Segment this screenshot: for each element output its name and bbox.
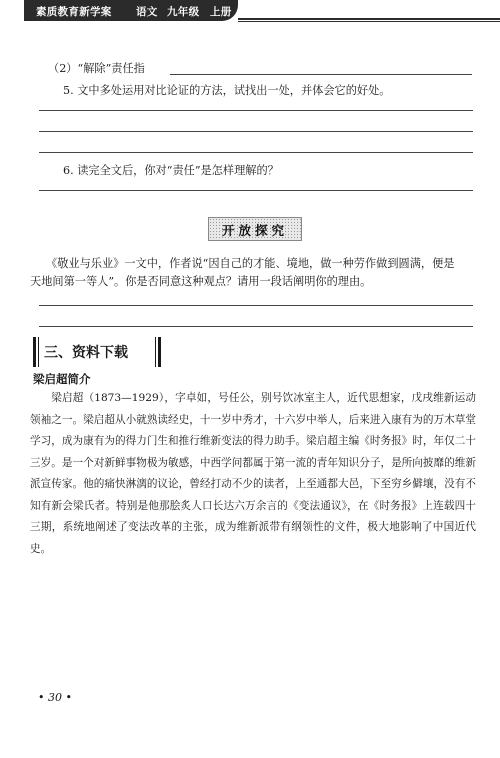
question-5: 5. 文中多处运用对比论证的方法，试找出一处，并体会它的好处。 — [63, 84, 391, 97]
header-rule-thin — [238, 21, 500, 22]
answer-line-q5-3[interactable] — [39, 152, 473, 153]
answer-line-q5-1[interactable] — [39, 110, 473, 111]
header-series: 素质教育新学案 — [36, 6, 112, 18]
header-subject: 语文 — [136, 6, 158, 18]
question-2-label: （2）“解除”责任指 — [48, 62, 145, 75]
page-number: • 30 • — [38, 691, 72, 704]
open-inquiry-line-2: 天地间第一等人”。你是否同意这种观点？请用一段话阐明你的理由。 — [30, 275, 372, 288]
answer-line-q2[interactable] — [170, 74, 472, 75]
open-inquiry-prompt — [30, 255, 478, 291]
open-inquiry-line-1: 《敬业与乐业》一文中，作者说“因自己的才能、境地，做一种劳作做到圆满，便是 — [46, 257, 455, 270]
header-volume: 上册 — [210, 6, 232, 18]
header-tab — [24, 0, 238, 21]
open-inquiry-title: 开放探究 — [221, 223, 288, 238]
answer-line-q6[interactable] — [39, 190, 473, 191]
header-grade: 九年级 — [167, 6, 200, 18]
answer-line-open-1[interactable] — [39, 305, 473, 306]
answer-line-q5-2[interactable] — [39, 131, 473, 132]
section-3-body: 梁启超（1873—1929），字卓如，号任公，别号饮冰室主人，近代思想家，戊戌维新运动领袖之一。梁启超从小就熟读经史，十一岁中秀才，十六岁中举人，后来进入康有为的万木草堂学习，成为康有为的得力门生和推行维新变法的得力助手。梁启超主编《时务报》时，年仅二十三岁。是一个对新鲜事物极为敏感，中西学问都属于第一流的青年知识分子，是所向披靡的维新派宣传家。他的痛快淋漓的议论，曾经打动不少的读者，上至通都大邑，下至穷乡僻壤，没有不知有新会梁氏者。特别是他那脍炙人口长达六万余言的《变法通议》，在《时务报》上连载四十三期，系统地阐述了变法改革的主张，成为维新派带有纲领性的文件，极大地影响了中国近代史。 — [30, 392, 476, 555]
section-bar-right-thin — [155, 337, 156, 367]
section-bar-right-thick — [158, 337, 161, 367]
section-bar-left-thick — [33, 337, 36, 367]
section-bar-left-thin — [38, 337, 39, 367]
answer-line-open-2[interactable] — [39, 326, 473, 327]
section-3-title: 三、资料下载 — [44, 345, 128, 361]
open-inquiry-badge — [208, 217, 302, 241]
section-3-subtitle: 梁启超简介 — [33, 372, 91, 386]
header-rule — [238, 18, 500, 20]
question-6: 6. 读完全文后，你对“责任”是怎样理解的？ — [63, 164, 279, 177]
